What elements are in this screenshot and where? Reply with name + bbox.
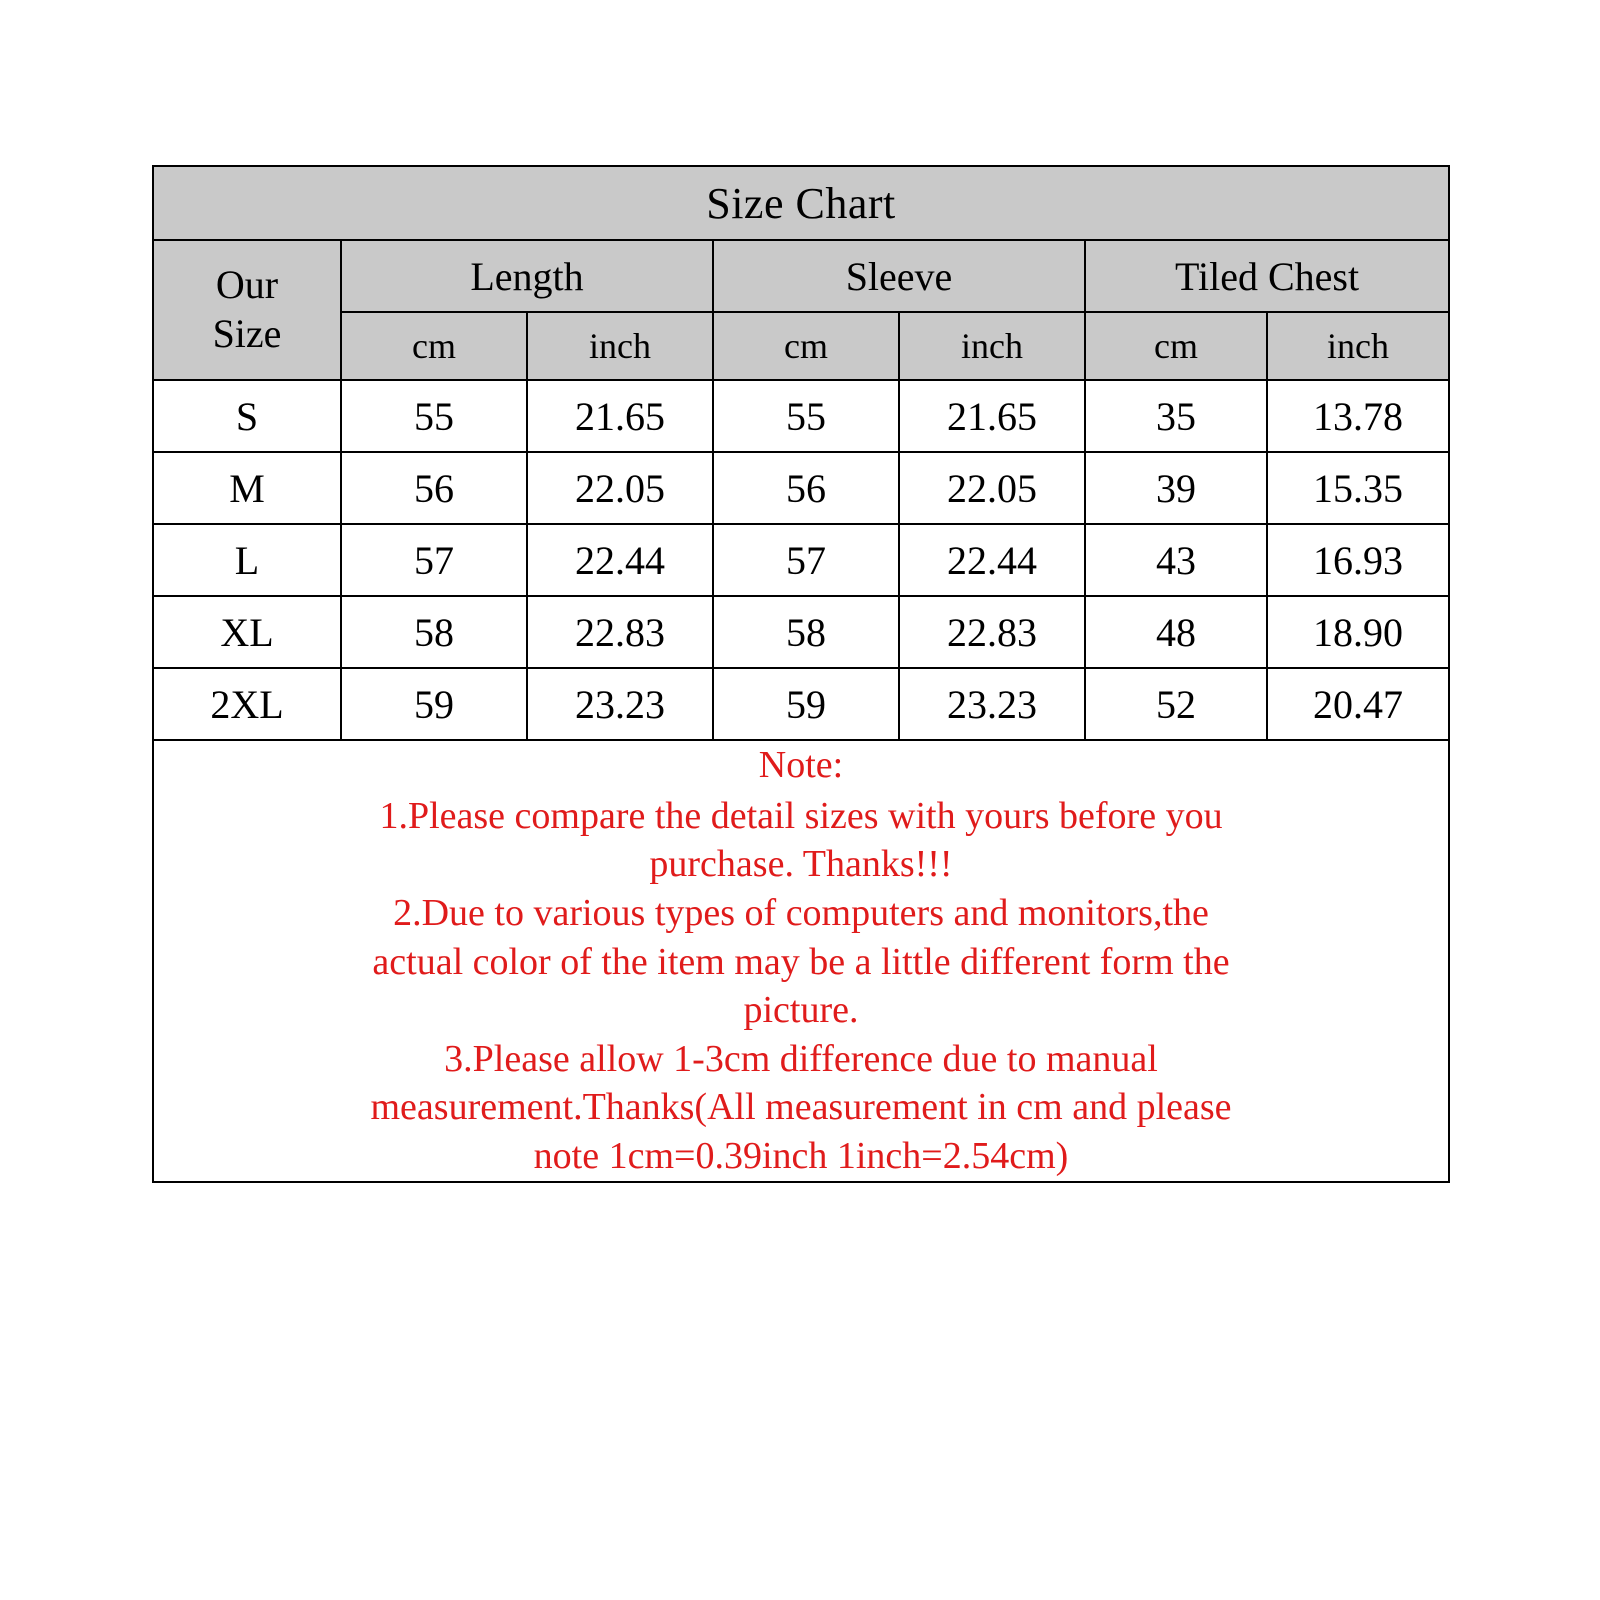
row-size-s: S xyxy=(153,380,341,452)
note-line-6: 3.Please allow 1-3cm difference due to manual xyxy=(444,1037,1158,1080)
table-header-unit-row xyxy=(153,312,1449,380)
cell-s-length-inch: 21.65 xyxy=(527,380,713,452)
header-group-tiled-chest: Tiled Chest xyxy=(1085,240,1449,312)
cell-xl-sleeve-cm: 58 xyxy=(713,596,899,668)
header-unit-length-cm: cm xyxy=(341,312,527,380)
cell-s-sleeve-inch: 21.65 xyxy=(899,380,1085,452)
cell-l-sleeve-inch: 22.44 xyxy=(899,524,1085,596)
cell-2xl-chest-cm: 52 xyxy=(1085,668,1267,740)
row-size-l: L xyxy=(153,524,341,596)
note-block xyxy=(153,740,1449,1182)
cell-l-length-cm: 57 xyxy=(341,524,527,596)
header-our-size-line2: Size xyxy=(212,311,282,356)
header-unit-chest-cm: cm xyxy=(1085,312,1267,380)
cell-2xl-length-inch: 23.23 xyxy=(527,668,713,740)
header-our-size xyxy=(153,240,341,380)
cell-m-chest-inch: 15.35 xyxy=(1267,452,1449,524)
cell-2xl-length-cm: 59 xyxy=(341,668,527,740)
note-heading: Note: xyxy=(758,744,844,786)
cell-m-length-cm: 56 xyxy=(341,452,527,524)
cell-xl-sleeve-inch: 22.83 xyxy=(899,596,1085,668)
cell-m-length-inch: 22.05 xyxy=(527,452,713,524)
header-unit-sleeve-inch: inch xyxy=(899,312,1085,380)
chart-title: Size Chart xyxy=(153,166,1449,240)
header-unit-sleeve-cm: cm xyxy=(713,312,899,380)
note-line-5: picture. xyxy=(743,989,859,1032)
row-size-xl: XL xyxy=(153,596,341,668)
table-row xyxy=(153,524,1449,596)
cell-l-length-inch: 22.44 xyxy=(527,524,713,596)
note-line-7: measurement.Thanks(All measurement in cm and please xyxy=(370,1086,1232,1129)
cell-2xl-sleeve-inch: 23.23 xyxy=(899,668,1085,740)
note-line-8: note 1cm=0.39inch 1inch=2.54cm) xyxy=(533,1135,1069,1177)
cell-s-chest-cm: 35 xyxy=(1085,380,1267,452)
note-line-1: 1.Please compare the detail sizes with yours before you xyxy=(379,794,1223,837)
table-row xyxy=(153,596,1449,668)
note-line-3: 2.Due to various types of computers and monitors,the xyxy=(393,891,1209,934)
size-chart-table xyxy=(152,165,1450,1183)
cell-xl-chest-cm: 48 xyxy=(1085,596,1267,668)
row-size-2xl: 2XL xyxy=(153,668,341,740)
size-chart-container xyxy=(152,165,1448,1183)
cell-xl-length-cm: 58 xyxy=(341,596,527,668)
cell-m-chest-cm: 39 xyxy=(1085,452,1267,524)
table-title-row xyxy=(153,166,1449,240)
header-our-size-line1: Our xyxy=(215,262,279,308)
cell-s-length-cm: 55 xyxy=(341,380,527,452)
cell-xl-chest-inch: 18.90 xyxy=(1267,596,1449,668)
row-size-m: M xyxy=(153,452,341,524)
cell-l-chest-cm: 43 xyxy=(1085,524,1267,596)
header-group-sleeve: Sleeve xyxy=(713,240,1085,312)
cell-s-sleeve-cm: 55 xyxy=(713,380,899,452)
cell-l-chest-inch: 16.93 xyxy=(1267,524,1449,596)
cell-2xl-chest-inch: 20.47 xyxy=(1267,668,1449,740)
cell-m-sleeve-inch: 22.05 xyxy=(899,452,1085,524)
cell-m-sleeve-cm: 56 xyxy=(713,452,899,524)
note-row xyxy=(153,740,1449,1182)
cell-xl-length-inch: 22.83 xyxy=(527,596,713,668)
cell-s-chest-inch: 13.78 xyxy=(1267,380,1449,452)
table-row xyxy=(153,380,1449,452)
table-row xyxy=(153,452,1449,524)
table-header-group-row xyxy=(153,240,1449,312)
header-unit-length-inch: inch xyxy=(527,312,713,380)
note-line-2: purchase. Thanks!!! xyxy=(649,843,953,886)
cell-l-sleeve-cm: 57 xyxy=(713,524,899,596)
header-unit-chest-inch: inch xyxy=(1267,312,1449,380)
header-group-length: Length xyxy=(341,240,713,312)
table-row xyxy=(153,668,1449,740)
cell-2xl-sleeve-cm: 59 xyxy=(713,668,899,740)
note-line-4: actual color of the item may be a little different form the xyxy=(372,940,1230,983)
